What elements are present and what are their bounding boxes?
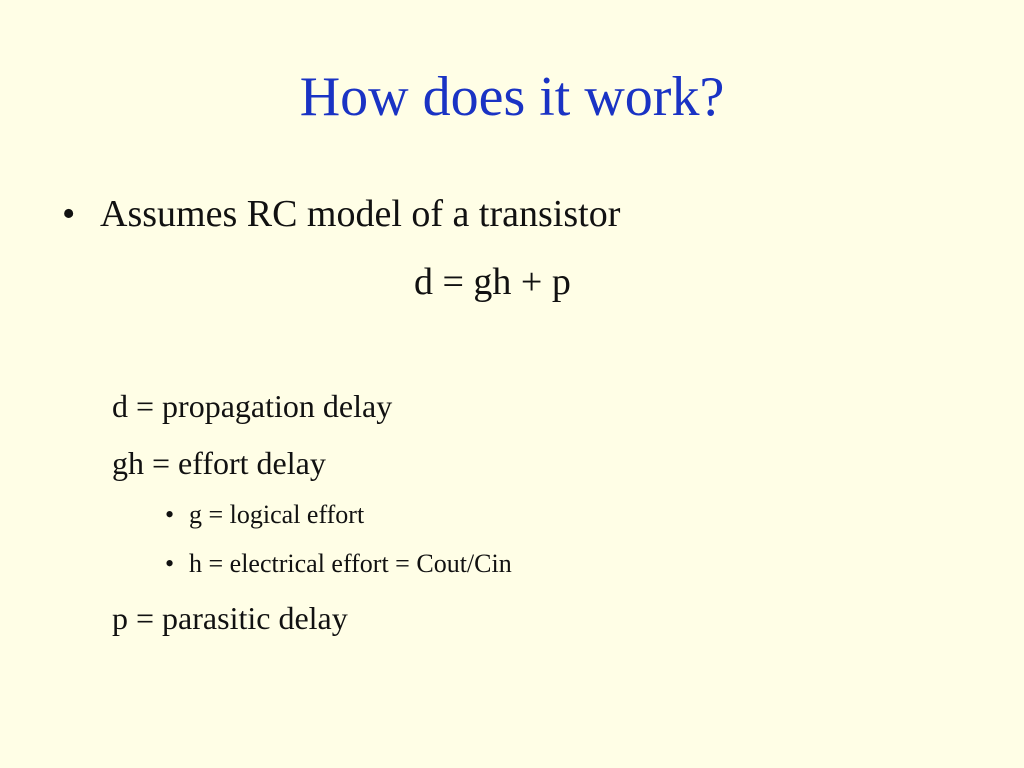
- bullet-item: [62, 190, 620, 238]
- sub-bullet-text-g: g = logical effort: [189, 500, 365, 529]
- bullet-icon: •: [62, 193, 76, 235]
- slide-title: How does it work?: [299, 66, 725, 128]
- bullet-text: Assumes RC model of a transistor: [100, 193, 621, 235]
- definition-d: d = propagation delay: [112, 388, 393, 424]
- sub-bullet-g: [165, 498, 364, 532]
- sub-bullet-icon: •: [165, 549, 175, 578]
- definition-p: p = parasitic delay: [112, 600, 348, 636]
- sub-bullet-h: [165, 547, 512, 581]
- sub-bullet-icon: •: [165, 500, 175, 529]
- sub-bullet-text-h: h = electrical effort = Cout/Cin: [189, 549, 512, 578]
- definition-gh: gh = effort delay: [112, 445, 326, 481]
- delay-formula: d = gh + p: [414, 261, 571, 303]
